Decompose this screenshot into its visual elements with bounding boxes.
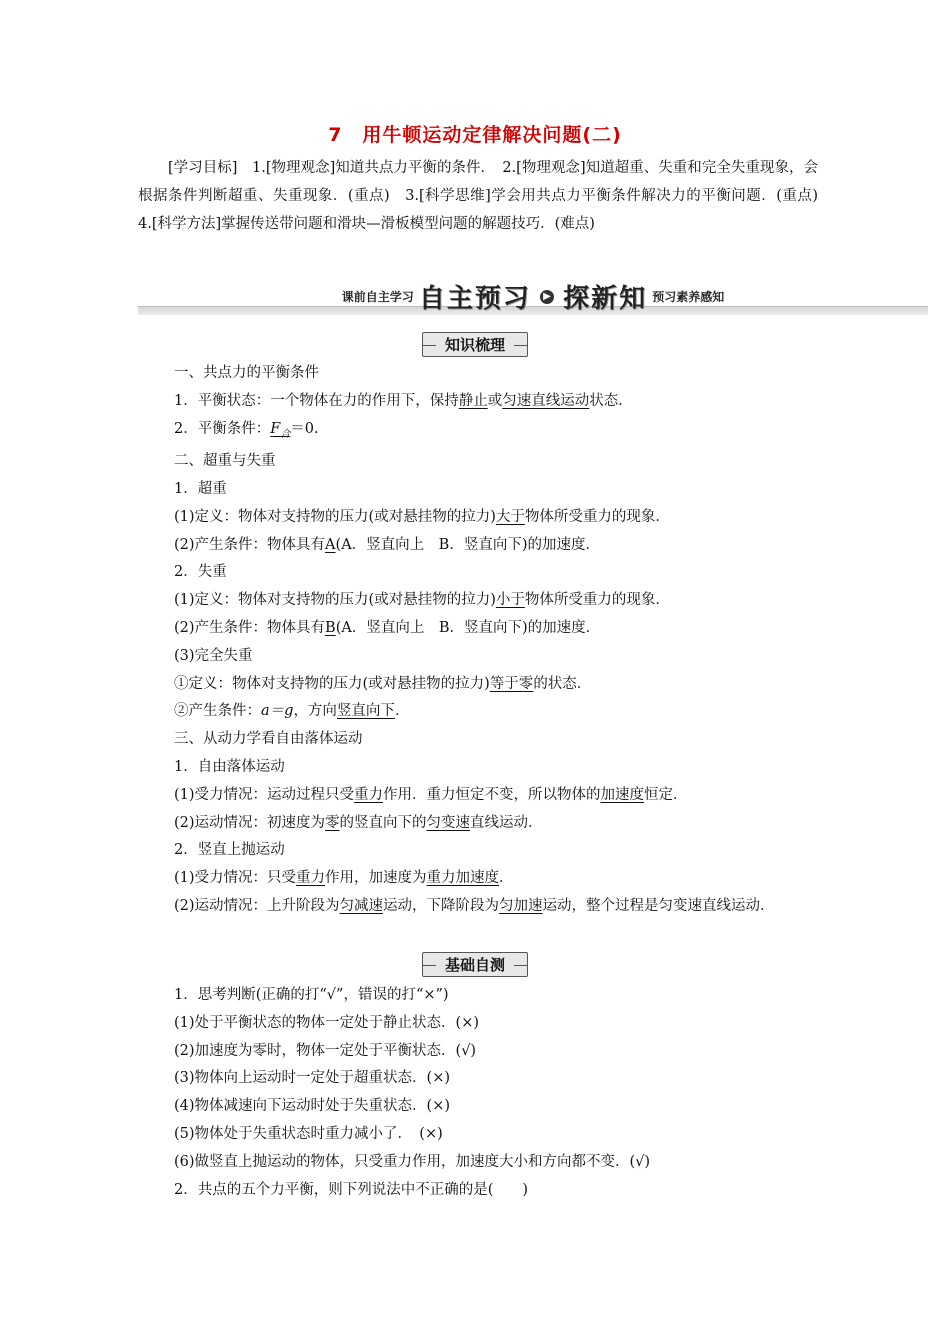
line-freefall: 1．自由落体运动 <box>174 759 285 776</box>
banner-right-small: 预习素养感知 <box>652 290 725 304</box>
section-heading-selftest: 基础自测 <box>0 952 950 977</box>
arrow-circle-icon: ▶ <box>540 290 554 304</box>
judge-item: (5)物体处于失重状态时重力减小了． (×) <box>174 1125 443 1142</box>
line-weightloss: 2．失重 <box>174 564 227 581</box>
line-freefall-motion: (2)运动情况：初速度为零的竖直向下的匀变速直线运动． <box>174 814 543 831</box>
page-title: 7 用牛顿运动定律解决问题(二) <box>328 124 622 146</box>
line-weightloss-def: (1)定义：物体对支持物的压力(或对悬挂物的拉力)小于物体所受重力的现象． <box>174 592 670 609</box>
banner-right-big: 探新知 <box>563 284 648 314</box>
line-equilibrium-state: 1．平衡状态：一个物体在力的作用下，保持静止或匀速直线运动状态． <box>174 392 633 409</box>
selftest-content <box>138 982 818 1204</box>
judge-item: (1)处于平衡状态的物体一定处于静止状态．(×) <box>174 1014 480 1031</box>
line-complete-def: ①定义：物体对支持物的压力(或对悬挂物的拉力)等于零的状态． <box>174 675 592 692</box>
judge-item: (6)做竖直上抛运动的物体，只受重力作用，加速度大小和方向都不变．(√) <box>174 1153 651 1170</box>
heading-freefall: 三、从动力学看自由落体运动 <box>174 731 363 748</box>
line-equilibrium-condition: 2．平衡条件：$F_合=0$. <box>174 420 319 440</box>
line-upthrow: 2．竖直上抛运动 <box>174 842 285 859</box>
section-heading-knowledge: 知识梳理 <box>0 332 950 357</box>
question-1: 1．思考判断(正确的打“√”，错误的打“×”) <box>174 987 449 1003</box>
knowledge-content <box>138 360 818 921</box>
judge-item: (3)物体向上运动时一定处于超重状态．(×) <box>174 1070 451 1087</box>
judge-item: (2)加速度为零时，物体一定处于平衡状态．(√) <box>174 1042 477 1059</box>
line-overweight: 1．超重 <box>174 481 227 498</box>
line-complete-weightloss: (3)完全失重 <box>174 647 253 664</box>
banner-left-big: 自主预习 <box>418 284 531 314</box>
heading-overweight: 二、超重与失重 <box>174 453 276 470</box>
question-2: 2．共点的五个力平衡，则下列说法中不正确的是( ) <box>174 1181 529 1198</box>
heading-equilibrium: 一、共点力的平衡条件 <box>174 365 319 381</box>
learning-objectives: [学习目标] 1.[物理观念]知道共点力平衡的条件． 2.[物理观念]知道超重、失重和完全失重现象，会根据条件判断超重、失重现象．(重点) 3.[科学思维]学会用共点力平衡条件解决力的平衡问题．(重点) 4.[科学方法]掌握传送带问题和滑块—滑板模型问题的解题技巧．(难点) <box>138 160 833 232</box>
section-banner <box>138 278 928 318</box>
line-freefall-force: (1)受力情况：运动过程只受重力作用．重力恒定不变，所以物体的加速度恒定． <box>174 786 688 803</box>
line-weightloss-cond: (2)产生条件：物体具有B(A．竖直向上 B．竖直向下)的加速度． <box>174 620 601 637</box>
line-upthrow-force: (1)受力情况：只受重力作用，加速度为重力加速度． <box>174 870 514 887</box>
judge-item: (4)物体减速向下运动时处于失重状态．(×) <box>174 1098 451 1115</box>
banner-left-small: 课前自主学习 <box>341 290 414 304</box>
line-overweight-cond: (2)产生条件：物体具有A(A．竖直向上 B．竖直向下)的加速度． <box>174 536 600 553</box>
line-overweight-def: (1)定义：物体对支持物的压力(或对悬挂物的拉力)大于物体所受重力的现象． <box>174 508 670 525</box>
line-complete-cond: ②产生条件：a＝g，方向竖直向下． <box>174 703 410 720</box>
line-upthrow-motion: (2)运动情况：上升阶段为匀减速运动，下降阶段为匀加速运动，整个过程是匀变速直线运动． <box>174 898 775 915</box>
